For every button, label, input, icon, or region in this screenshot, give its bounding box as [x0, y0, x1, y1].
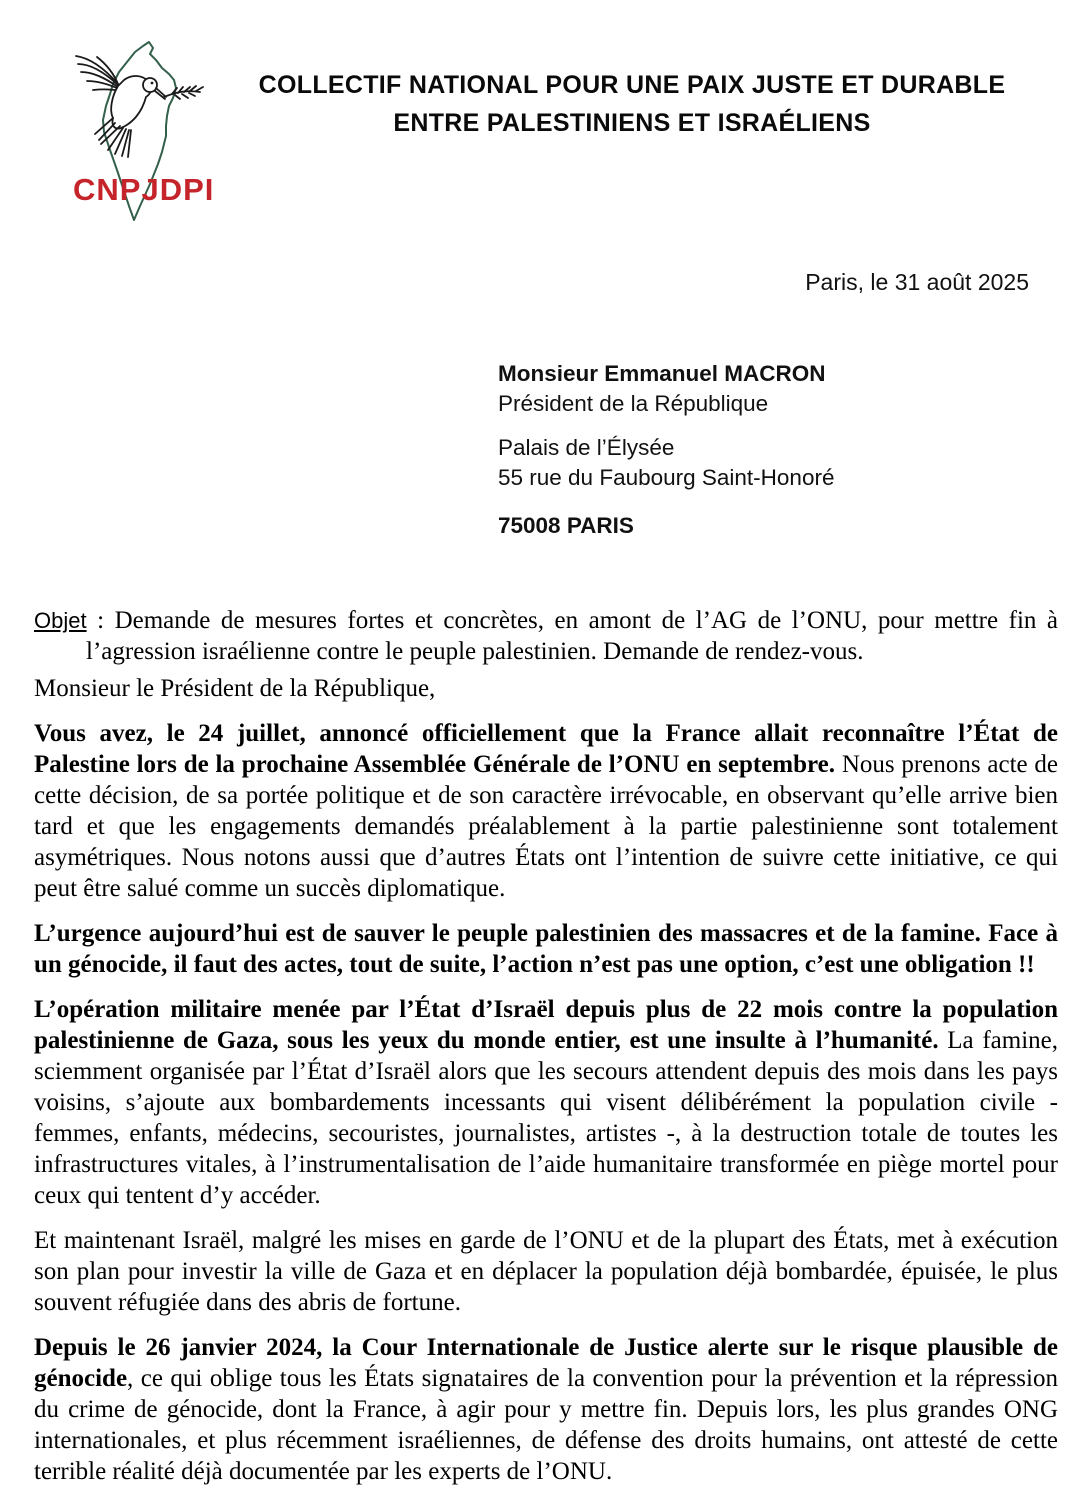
- org-title-line2: ENTRE PALESTINIENS ET ISRAÉLIENS: [393, 109, 871, 137]
- recipient-address-line1: Palais de l’Élysée: [498, 435, 675, 460]
- org-logo: [72, 40, 248, 237]
- recipient-address-line2: 55 rue du Faubourg Saint-Honoré: [498, 465, 835, 490]
- dove-map-logo-icon: [72, 40, 248, 232]
- letter-body: [34, 718, 1058, 1487]
- subject-label: Objet: [34, 608, 87, 633]
- letterhead: [34, 40, 1058, 237]
- subject-text: Demande de mesures fortes et concrètes, en amont de l’AG de l’ONU, pour mettre fin à l’agression israélienne contre le peuple palestinien. Demande de rendez-vous.: [86, 607, 1058, 665]
- dateline: Paris, le 31 août 2025: [805, 269, 1029, 295]
- paragraph-text: La famine, sciemment organisée par l’État d’Israël alors que les secours attendent depuis des mois dans les pays voisins, s’ajoute aux bombardements incessants qui visent délibérément la population civile - femmes, enfants, médecins, secouristes, journalistes, artistes -, à la destruction totale de toutes les infrastructures vitales, à l’instrumentalisation de l’aide humanitaire transformée en piège mortel pour ceux qui tentent d’y accéder.: [34, 1027, 1058, 1209]
- paragraph-text: Nous prenons acte de cette décision, de sa portée politique et de son caractère irrévocable, en observant qu’elle arrive bien tard et que les engagements demandés préalablement à la partie palestinienne sont totalement asymétriques. Nous notons aussi que d’autres États ont l’intention de suivre cette initiative, ce qui peut être salué comme un succès diplomatique.: [34, 751, 1059, 902]
- paragraph-text-bold: L’opération militaire menée par l’État d’Israël depuis plus de 22 mois contre la population palestinienne de Gaza, sous les yeux du monde entier, est une insulte à l’humanité.: [34, 996, 1058, 1054]
- recipient-title: Président de la République: [498, 391, 769, 416]
- recipient-name: Monsieur Emmanuel MACRON: [498, 361, 826, 386]
- letter-content: [34, 605, 1058, 1487]
- recipient-block: [498, 359, 1058, 541]
- org-title-line1: COLLECTIF NATIONAL POUR UNE PAIX JUSTE ET DURABLE: [258, 71, 1006, 99]
- paragraph-text: , ce qui oblige tous les États signataires de la convention pour la prévention et la répression du crime de génocide, dont la France, à agir pour y mettre fin. Depuis lors, les plus grandes ONG internationales, et plus récemment israéliennes, de défense des droits humains, ont attesté de cette terrible réalité déjà documentée par les experts de l’ONU.: [34, 1365, 1058, 1485]
- subject-separator: :: [86, 607, 115, 634]
- letter-paragraph: [34, 1225, 1058, 1318]
- subject-line: [34, 605, 1058, 667]
- recipient-postal-city: 75008 PARIS: [498, 513, 634, 538]
- paragraph-text-bold: L’urgence aujourd’hui est de sauver le peuple palestinien des massacres et de la famine. Face à un génocide, il faut des actes, tout de suite, l’action n’est pas une option, c’est une obligation !!: [34, 920, 1058, 978]
- letter-paragraph: [34, 718, 1058, 904]
- org-title: [248, 40, 1058, 142]
- letter-paragraph: [34, 918, 1058, 980]
- paragraph-text-bold: Depuis le 26 janvier 2024, la Cour Internationale de Justice alerte sur le risque plausible de génocide: [34, 1334, 1058, 1392]
- logo-acronym: CNPJDPI: [73, 172, 215, 207]
- letter-paragraph: [34, 1332, 1058, 1487]
- letter-paragraph: [34, 994, 1058, 1211]
- salutation: Monsieur le Président de la République,: [34, 675, 436, 702]
- dove-icon: [76, 56, 203, 157]
- paragraph-text: Et maintenant Israël, malgré les mises en garde de l’ONU et de la plupart des États, met à exécution son plan pour investir la ville de Gaza et en déplacer la population déjà bombardée, épuisée, le plus souvent réfugiée dans des abris de fortune.: [34, 1227, 1058, 1316]
- paragraph-text-bold: Vous avez, le 24 juillet, annoncé officiellement que la France allait reconnaître l’État de Palestine lors de la prochaine Assemblée Générale de l’ONU en septembre.: [34, 720, 1058, 778]
